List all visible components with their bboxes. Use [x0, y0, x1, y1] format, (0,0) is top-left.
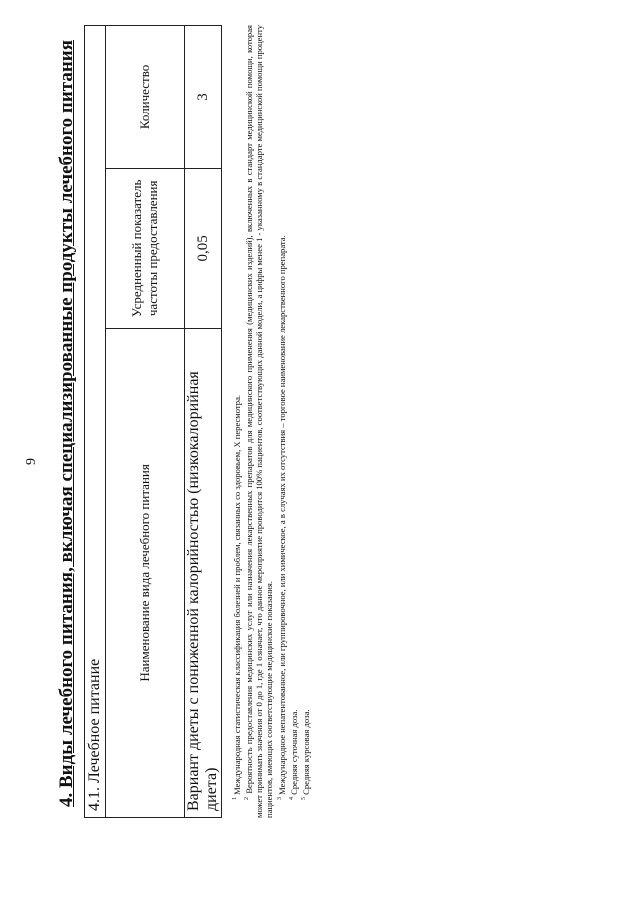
diet-table: [84, 25, 222, 818]
footnote-mark: 5: [300, 797, 307, 800]
footnote-mark: 4: [288, 797, 295, 800]
frequency-cell: 0,05: [185, 168, 222, 328]
footnote-text: Международное непатентованное, или группировочное, или химическое, а в случаях их отсутствия – торговое наименование лекарственного препарата.: [276, 235, 287, 795]
footnotes: [230, 25, 311, 818]
table-header-row: [106, 26, 185, 818]
header-count: Количество: [106, 26, 185, 169]
footnote-1: [230, 25, 242, 818]
footnote-text: Вероятность предоставления медицинских услуг или назначения лекарственных препаратов для медицинского применения (медицинских изделий), включенных в стандарт медицинской помощи, которая может принимать значения от 0 до 1, где 1 означает, что данное мероприятие проводится 100% пациентов, соответствующих данной модели, а цифры менее 1 - указанному в стандарте медицинской помощи проценту пациентов, имеющих соответствующие медицинские показания.: [243, 25, 275, 818]
footnote-mark: 3: [276, 797, 283, 800]
section-title: 4. Виды лечебного питания, включая специализированные продукты лечебного питания: [56, 39, 77, 807]
footnote-text: Международная статистическая классификация болезней и проблем, связанных со здоровьем, X пересмотра.: [231, 394, 242, 795]
table-row: [185, 26, 222, 818]
page-number: 9: [24, 458, 39, 465]
footnote-text: Средняя курсовая доза.: [300, 709, 311, 795]
footnote-5: [299, 25, 311, 818]
subsection-title: 4.1. Лечебное питание: [85, 26, 106, 818]
footnote-4: [287, 25, 299, 818]
footnote-3: [275, 25, 287, 818]
header-frequency: Усредненный показатель частоты предоставления: [106, 168, 185, 328]
subsection-row: [85, 26, 106, 818]
footnote-mark: 1: [232, 797, 238, 800]
footnote-text: Средняя суточная доза.: [288, 709, 299, 795]
diet-name-cell: Вариант диеты с пониженной калорийностью (низкокалорийная диета): [185, 328, 222, 817]
footnote-2: [242, 25, 274, 818]
count-cell: 3: [185, 26, 222, 169]
footnote-mark: 2: [244, 797, 251, 800]
header-name: Наименование вида лечебного питания: [106, 328, 185, 817]
